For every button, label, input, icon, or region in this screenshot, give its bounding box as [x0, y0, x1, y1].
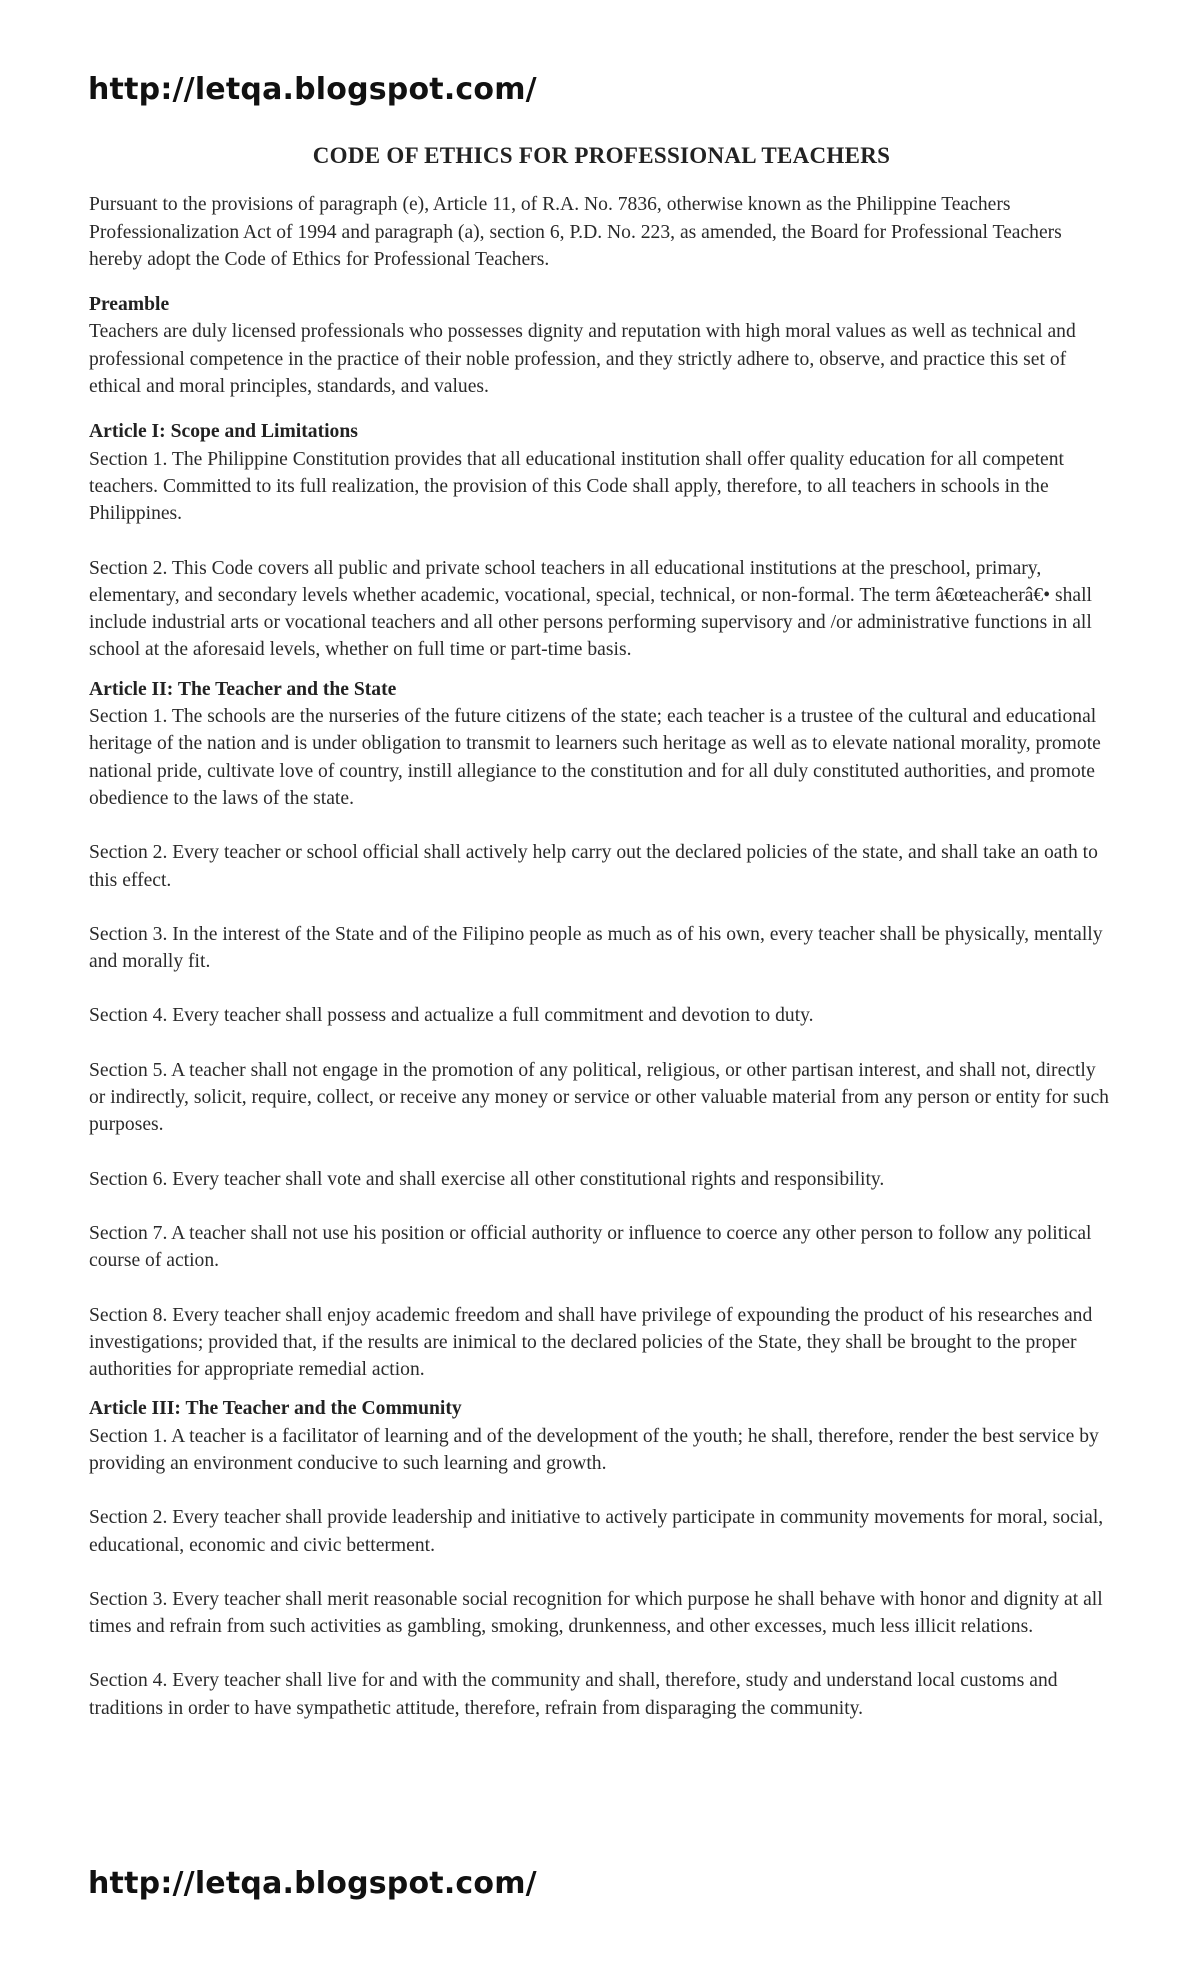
article-1	[89, 418, 1114, 663]
article-3-section-3: Section 3. Every teacher shall merit reasonable social recognition for which purpose he shall behave with honor and dignity at all times and refrain from such activities as gambling, smoking, drunkenness, and other excesses, much less illicit relations.	[89, 1588, 1103, 1638]
article-3	[89, 1395, 1114, 1722]
preamble-text: Teachers are duly licensed professionals who possesses dignity and reputation with high moral values as well as technical and professional competence in the practice of their noble profession, and they strictly adhere to, observe, and practice this set of ethical and moral principles, standards, and values.	[89, 321, 1076, 398]
intro-paragraph: Pursuant to the provisions of paragraph (e), Article 11, of R.A. No. 7836, otherwise known as the Philippine Teachers Professionalization Act of 1994 and paragraph (a), section 6, P.D. No. 223, as amended, the Board for Professional Teachers hereby adopt the Code of Ethics for Professional Teachers.	[89, 194, 1062, 270]
header-url: http://letqa.blogspot.com/	[88, 72, 537, 107]
article-3-section-2: Section 2. Every teacher shall provide leadership and initiative to actively participate in community movements for moral, social, educational, economic and civic betterment.	[89, 1507, 1104, 1556]
article-3-section-1: Section 1. A teacher is a facilitator of learning and of the development of the youth; he shall, therefore, render the best service by providing an environment conducive to such learning and growth.	[89, 1425, 1099, 1474]
article-2-section-8: Section 8. Every teacher shall enjoy academic freedom and shall have privilege of expounding the product of his researches and investigations; provided that, if the results are inimical to the declared policies of the State, they shall be brought to the proper authorities for appropriate remedial action.	[89, 1304, 1093, 1381]
preamble-block	[89, 291, 1114, 400]
article-1-section-1: Section 1. The Philippine Constitution provides that all educational institution shall offer quality education for all competent teachers. Committed to its full realization, the provision of this Code shall apply, therefore, to all teachers in schools in the Philippines.	[89, 448, 1064, 525]
article-2-section-3: Section 3. In the interest of the State and of the Filipino people as much as of his own, every teacher shall be physically, mentally and morally fit.	[89, 923, 1103, 973]
article-2-section-4: Section 4. Every teacher shall possess and actualize a full commitment and devotion to duty.	[89, 1005, 814, 1027]
article-3-section-4: Section 4. Every teacher shall live for and with the community and shall, therefore, study and understand local customs and traditions in order to have sympathetic attitude, therefore, refrain from disparaging the community.	[89, 1670, 1058, 1719]
document-body	[89, 142, 1114, 1734]
article-2	[89, 676, 1114, 1384]
preamble-heading: Preamble	[89, 294, 170, 316]
article-1-heading: Article I: Scope and Limitations	[89, 421, 358, 443]
article-2-section-6: Section 6. Every teacher shall vote and shall exercise all other constitutional rights and responsibility.	[89, 1168, 885, 1190]
article-3-heading: Article III: The Teacher and the Community	[89, 1398, 462, 1420]
article-2-section-2: Section 2. Every teacher or school official shall actively help carry out the declared policies of the state, and shall take an oath to this effect.	[89, 842, 1098, 891]
article-1-section-2: Section 2. This Code covers all public and private school teachers in all educational institutions at the preschool, primary, elementary, and secondary levels whether academic, vocational, special, technical, or non-formal. The term â€œteacherâ€• shall include industrial arts or vocational teachers and all other persons performing supervisory and /or administrative functions in all school at the aforesaid levels, whether on full time or part-time basis.	[89, 557, 1092, 661]
article-2-section-7: Section 7. A teacher shall not use his position or official authority or influence to coerce any other person to follow any political course of action.	[89, 1222, 1092, 1272]
article-2-heading: Article II: The Teacher and the State	[89, 678, 397, 700]
footer-url: http://letqa.blogspot.com/	[88, 1866, 537, 1901]
article-2-section-1: Section 1. The schools are the nurseries of the future citizens of the state; each teacher is a trustee of the cultural and educational heritage of the nation and is under obligation to transmit to learners such heritage as well as to elevate national morality, promote national pride, cultivate love of country, instill allegiance to the constitution and for all duly constituted authorities, and promote obedience to the laws of the state.	[89, 706, 1101, 809]
article-2-section-5: Section 5. A teacher shall not engage in the promotion of any political, religious, or other partisan interest, and shall not, directly or indirectly, solicit, require, collect, or receive any money or service or other valuable material from any person or entity for such purposes.	[89, 1059, 1109, 1136]
document-title: CODE OF ETHICS FOR PROFESSIONAL TEACHERS	[312, 143, 891, 168]
